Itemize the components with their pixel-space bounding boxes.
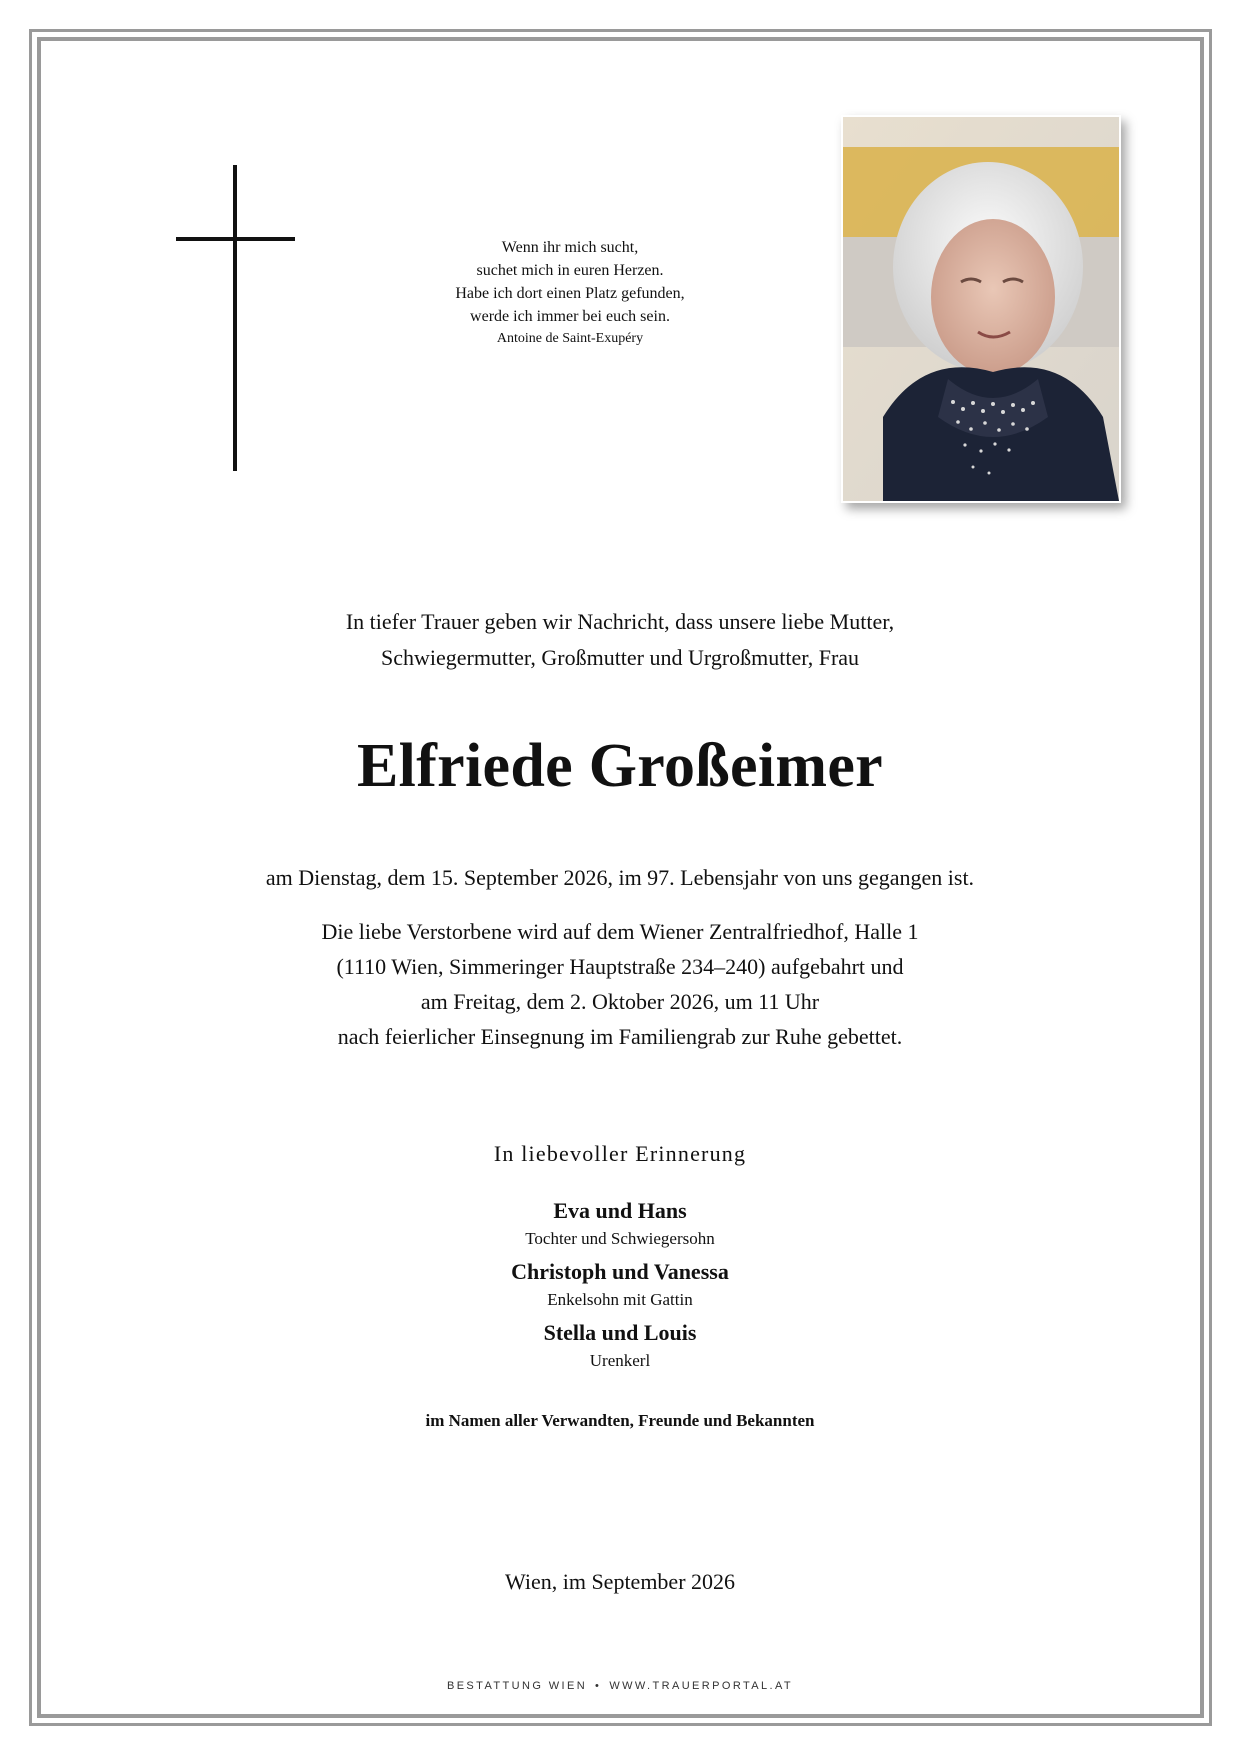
mourners-list <box>0 1196 1240 1379</box>
funeral-details <box>0 914 1240 1054</box>
deceased-name: Elfriede Großeimer <box>357 732 883 800</box>
mourner-entry <box>0 1196 1240 1251</box>
funeral-line: nach feierlicher Einsegnung im Familiengrab zur Ruhe gebettet. <box>337 1024 903 1049</box>
intro-line: In tiefer Trauer geben wir Nachricht, dass unsere liebe Mutter, <box>345 609 895 634</box>
footer-company: BESTATTUNG WIEN <box>446 1680 588 1692</box>
intro-line: Schwiegermutter, Großmutter und Urgroßmutter, Frau <box>380 645 860 670</box>
footer-separator: • <box>595 1680 602 1692</box>
intro-text <box>0 604 1240 676</box>
portrait-photo <box>841 115 1121 503</box>
death-notice: am Dienstag, dem 15. September 2026, im 97. Lebensjahr von uns gegangen ist. <box>265 865 975 890</box>
mourner-entry <box>0 1257 1240 1312</box>
mourner-relation: Urenkerl <box>589 1351 651 1370</box>
quote-author: Antoine de Saint-Exupéry <box>496 331 644 346</box>
mourner-name: Christoph und Vanessa <box>511 1259 729 1284</box>
quote-line: suchet mich in euren Herzen. <box>476 262 664 279</box>
mourner-entry <box>0 1318 1240 1373</box>
footer-website-link[interactable]: WWW.TRAUERPORTAL.AT <box>609 1680 794 1692</box>
quote-line: Wenn ihr mich sucht, <box>501 239 639 256</box>
cross-vertical-bar <box>233 165 237 471</box>
on-behalf-text: im Namen aller Verwandten, Freunde und Bekannten <box>425 1411 815 1430</box>
mourner-relation: Enkelsohn mit Gattin <box>547 1290 693 1309</box>
footer <box>0 1678 1240 1694</box>
funeral-line: am Freitag, dem 2. Oktober 2026, um 11 Uhr <box>420 989 820 1014</box>
mourner-name: Eva und Hans <box>553 1198 687 1223</box>
memorial-quote <box>380 236 760 350</box>
quote-line: werde ich immer bei euch sein. <box>470 308 670 325</box>
place-date: Wien, im September 2026 <box>504 1569 736 1594</box>
mourner-name: Stella und Louis <box>543 1320 697 1345</box>
memory-heading: In liebevoller Erinnerung <box>493 1141 747 1166</box>
cross-horizontal-bar <box>176 237 295 241</box>
mourner-relation: Tochter und Schwiegersohn <box>525 1229 715 1248</box>
funeral-line: Die liebe Verstorbene wird auf dem Wiener Zentralfriedhof, Halle 1 <box>321 919 919 944</box>
funeral-line: (1110 Wien, Simmeringer Hauptstraße 234–240) aufgebahrt und <box>336 954 904 979</box>
quote-line: Habe ich dort einen Platz gefunden, <box>455 285 685 302</box>
